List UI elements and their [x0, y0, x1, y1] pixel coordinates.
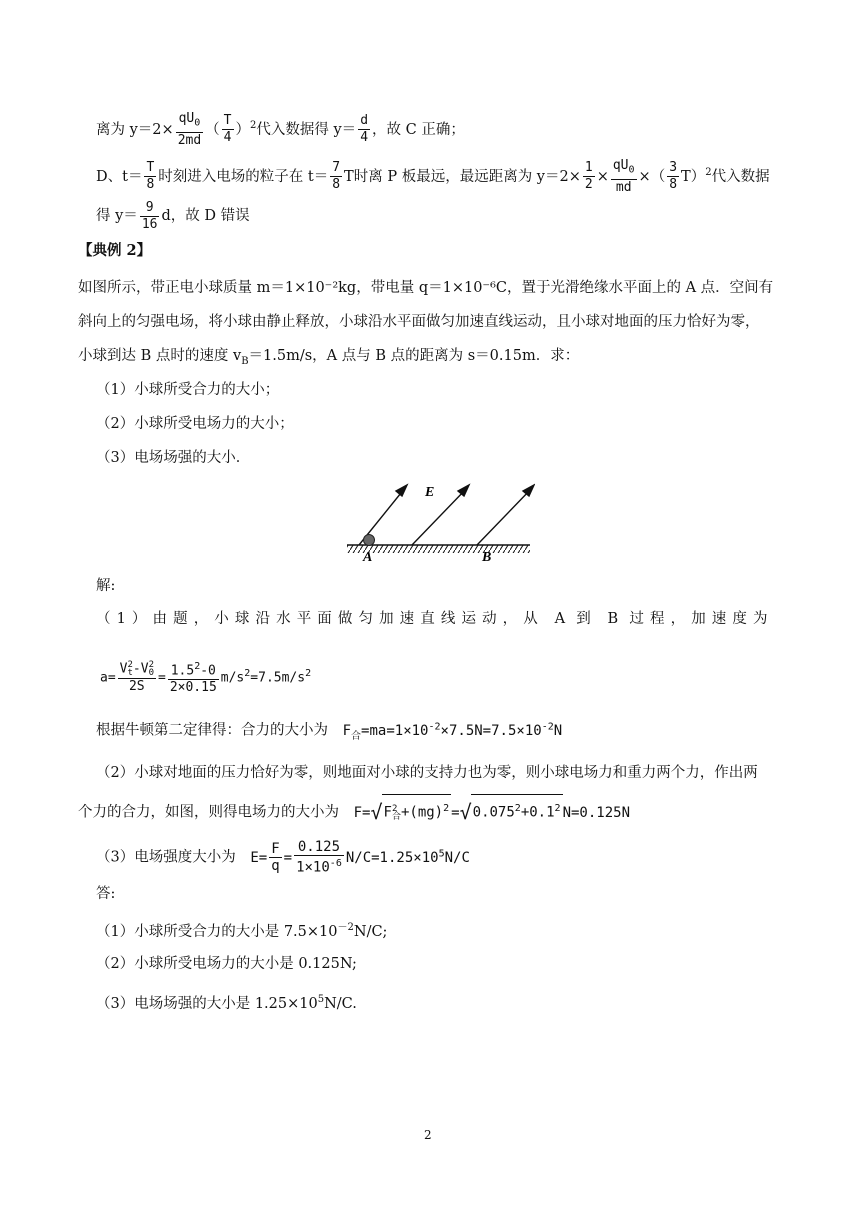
superscript: 2 — [514, 803, 521, 814]
text: -0 — [200, 663, 216, 679]
fraction — [294, 839, 344, 876]
text: ＝1.5m/s，A 点与 B 点的距离为 s＝0.15m．求： — [248, 348, 580, 364]
solution-3 — [96, 832, 470, 876]
radicand — [471, 794, 563, 827]
text: =7.5m/s — [250, 670, 306, 686]
example-para-2: 斜向上的匀强电场，将小球由静止释放，小球沿水平面做匀加速直线运动，且小球对地面的压力恰好为零， — [78, 314, 760, 330]
denominator: md — [615, 179, 632, 195]
text: 代入数据 — [711, 168, 770, 185]
text: 时刻进入电场的粒子在 t＝ — [158, 168, 329, 185]
superscript: 5 — [317, 994, 325, 1005]
denominator: 8 — [146, 177, 155, 193]
text: 个力的合力，如图，则得电场力的大小为 — [78, 804, 339, 821]
numerator: T — [146, 160, 155, 176]
text: N/C — [444, 849, 470, 866]
text: +(mg) — [400, 804, 444, 821]
text: m/s — [220, 670, 245, 686]
numerator: qU — [612, 158, 629, 174]
fraction — [140, 200, 160, 233]
solution-2-line-1: （2）小球对地面的压力恰好为零，则地面对小球的支持力也为零，则小球电场力和重力两个力，作出两 — [96, 765, 758, 781]
text: 根据牛顿第二定律得：合力的大小为 — [96, 722, 328, 739]
answer-label: 答: — [96, 886, 116, 902]
text: a= — [100, 670, 116, 686]
example-heading: 【典例 2】 — [78, 242, 152, 259]
denominator: 2×0.15 — [169, 680, 217, 696]
text: 得 y＝ — [96, 208, 138, 224]
text: F — [342, 722, 352, 739]
fraction — [330, 160, 342, 193]
denominator: 8 — [332, 177, 341, 193]
solution-2-line-2 — [78, 794, 630, 822]
text: ×7.5N=7.5×10 — [440, 722, 542, 739]
text: 小球到达 B 点时的速度 v — [78, 348, 242, 364]
text: （3）电场场强的大小是 1.25×10 — [96, 995, 318, 1012]
text: d，故 D 错误 — [161, 208, 250, 224]
text: N — [553, 722, 563, 739]
text: V — [119, 661, 128, 677]
text: = — [451, 804, 460, 821]
text: D、t＝ — [96, 168, 143, 185]
radicand — [382, 794, 452, 827]
text: 1×10 — [296, 859, 330, 876]
question-3: （3）电场场强的大小． — [96, 450, 251, 466]
text: -V — [132, 661, 149, 677]
fraction — [583, 160, 595, 193]
numerator: 0.125 — [294, 839, 344, 856]
denominator: 2S — [128, 678, 145, 694]
ball — [364, 535, 375, 546]
top-line-2 — [96, 155, 770, 195]
superscript: 2 — [305, 668, 312, 679]
subscript: 0 — [148, 668, 154, 679]
solution-label: 解: — [96, 578, 116, 594]
superscript: 5 — [438, 848, 445, 859]
numerator: 9 — [140, 200, 160, 217]
text: =ma=1×10 — [361, 722, 429, 739]
top-line-3 — [96, 198, 250, 234]
superscript: 2 — [250, 120, 257, 131]
subscript: 合 — [391, 811, 401, 822]
fraction — [144, 160, 156, 193]
superscript: -6 — [329, 858, 342, 870]
superscript: 2 — [554, 803, 561, 814]
superscript: -2 — [428, 721, 441, 732]
fraction — [269, 841, 281, 874]
field-line-2 — [412, 485, 469, 545]
solution-1-newton — [96, 717, 562, 746]
label-E: E — [425, 485, 435, 500]
text: F= — [353, 804, 371, 821]
text: F — [383, 804, 392, 821]
text: ×（ — [638, 168, 666, 185]
solution-1-intro — [96, 609, 768, 629]
text: （ — [205, 121, 220, 138]
field-line-3 — [477, 485, 534, 545]
answer-1 — [96, 918, 387, 942]
text: （1）由题，小球沿水平面做匀加速直线运动，从 A 到 B 过程，加速度为 — [96, 611, 768, 627]
superscript: 2 — [194, 661, 201, 673]
text: N/C; — [353, 923, 388, 940]
solution-1-equation — [100, 648, 311, 700]
fraction — [358, 113, 370, 146]
superscript: 2 — [443, 803, 450, 814]
page-number: 2 — [424, 1128, 432, 1142]
superscript: －2 — [337, 922, 354, 933]
superscript: 2 — [391, 803, 398, 814]
sqrt-icon: √ — [370, 799, 383, 824]
text: 离为 y＝2× — [96, 121, 174, 138]
answer-3 — [96, 990, 357, 1014]
subscript: 合 — [351, 730, 362, 742]
subscript: t — [127, 668, 133, 679]
text: （3）电场强度大小为 — [96, 849, 236, 866]
example-para-1: 如图所示，带正电小球质量 m＝1×10⁻²kg，带电量 q＝1×10⁻⁶C，置于光滑绝缘水平面上的 A 点．空间有 — [78, 280, 774, 296]
subscript: 0 — [194, 117, 201, 129]
text: T时离 P 板最远，最远距离为 y＝2× — [344, 168, 581, 185]
denominator: 4 — [223, 130, 232, 146]
text: T） — [681, 168, 706, 185]
denominator: 16 — [141, 216, 158, 232]
numerator: 3 — [669, 160, 678, 176]
fraction — [168, 659, 219, 696]
superscript: 2 — [127, 660, 133, 671]
force-equation — [342, 721, 563, 742]
ground-hatching — [347, 545, 530, 553]
question-2: （2）小球所受电场力的大小； — [96, 416, 294, 432]
fraction — [118, 661, 156, 695]
fraction — [611, 158, 637, 196]
superscript: 2 — [244, 668, 251, 679]
fraction — [222, 113, 234, 146]
denominator: 4 — [360, 130, 369, 146]
subscript: B — [241, 355, 249, 367]
superscript: 2 — [705, 167, 712, 178]
denominator: 8 — [669, 177, 678, 193]
text: N/C. — [324, 995, 357, 1012]
text: ） — [235, 121, 250, 138]
text: （1）小球所受合力的大小是 7.5×10 — [96, 923, 338, 940]
numerator: F — [271, 841, 280, 858]
fraction — [176, 111, 203, 149]
fraction — [667, 160, 679, 193]
text: = — [283, 849, 293, 866]
text: ，故 C 正确； — [372, 121, 465, 138]
numerator: T — [223, 113, 232, 129]
electric-force-equation — [353, 799, 631, 824]
text: N/C=1.25×10 — [345, 849, 439, 866]
text: +0.1 — [520, 804, 555, 821]
subscript: 0 — [628, 164, 635, 176]
field-diagram — [345, 478, 535, 568]
text: 0.075 — [472, 804, 515, 821]
text: 1.5 — [170, 663, 195, 679]
numerator: qU — [178, 111, 195, 127]
denominator: 2 — [584, 177, 593, 193]
label-A: A — [363, 550, 373, 565]
top-line-1 — [96, 108, 465, 148]
superscript: 2 — [148, 660, 154, 671]
text: 代入数据得 y＝ — [256, 121, 357, 138]
denominator: 2md — [177, 132, 202, 148]
text: N=0.125N — [562, 804, 631, 821]
numerator: 7 — [332, 160, 341, 176]
sqrt-icon: √ — [459, 799, 472, 824]
superscript: -2 — [541, 721, 554, 732]
text: = — [157, 670, 166, 686]
text: × — [596, 168, 609, 185]
text: E= — [250, 849, 268, 866]
numerator: d — [360, 113, 369, 129]
example-para-3 — [78, 346, 579, 372]
question-1: （1）小球所受合力的大小； — [96, 382, 280, 398]
numerator: 1 — [584, 160, 593, 176]
label-B: B — [482, 550, 492, 565]
denominator: q — [271, 858, 280, 875]
answer-2: （2）小球所受电场力的大小是 0.125N; — [96, 956, 357, 972]
